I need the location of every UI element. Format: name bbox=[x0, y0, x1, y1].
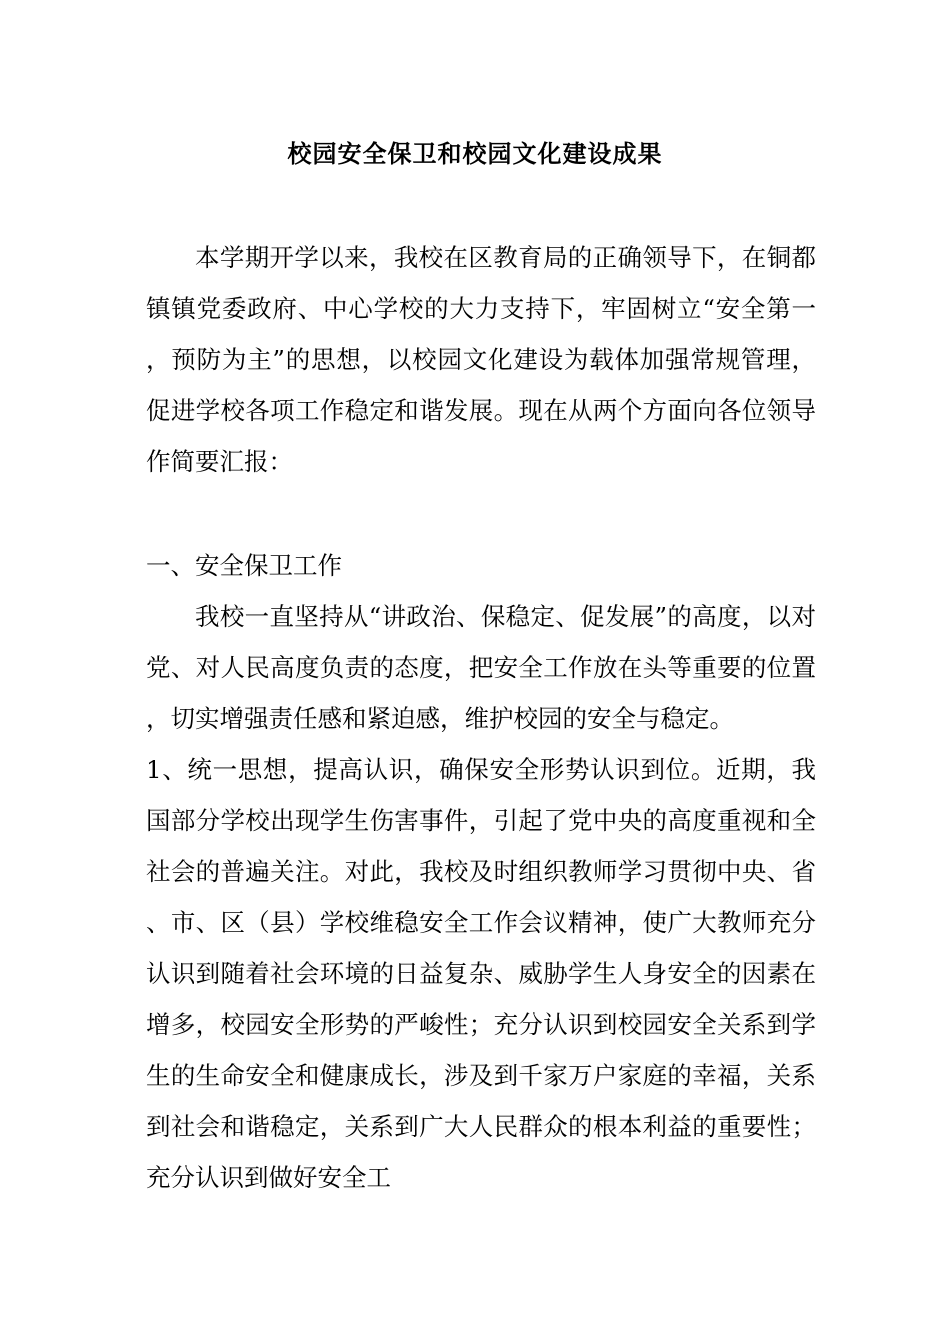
section-heading-security: 一、安全保卫工作 bbox=[146, 551, 342, 580]
section-paragraph-security: 我校一直坚持从“讲政治、保稳定、促发展”的高度，以对党、对人民高度负责的态度，把安全工作放在头等重要的位置，切实增强责任感和紧迫感，维护校园的安全与稳定。 bbox=[146, 602, 816, 733]
document-body bbox=[146, 232, 816, 1203]
list-item-1: 1、统一思想，提高认识，确保安全形势认识到位。近期，我国部分学校出现学生伤害事件，引起了党中央的高度重视和全社会的普遍关注。对此，我校及时组织教师学习贯彻中央、省、市、区（县）学校维稳安全工作会议精神，使广大教师充分认识到随着社会环境的日益复杂、威胁学生人身安全的因素在增多，校园安全形势的严峻性；充分认识到校园安全关系到学生的生命安全和健康成长，涉及到千家万户家庭的幸福，关系到社会和谐稳定，关系到广大人民群众的根本利益的重要性；充分认识到做好安全工 bbox=[146, 755, 816, 1192]
intro-paragraph: 本学期开学以来，我校在区教育局的正确领导下，在铜都镇镇党委政府、中心学校的大力支持下，牢固树立“安全第一，预防为主”的思想，以校园文化建设为载体加强常规管理，促进学校各项工作稳定和谐发展。现在从两个方面向各位领导作简要汇报： bbox=[146, 243, 816, 476]
document-title: 校园安全保卫和校园文化建设成果 bbox=[287, 139, 663, 168]
